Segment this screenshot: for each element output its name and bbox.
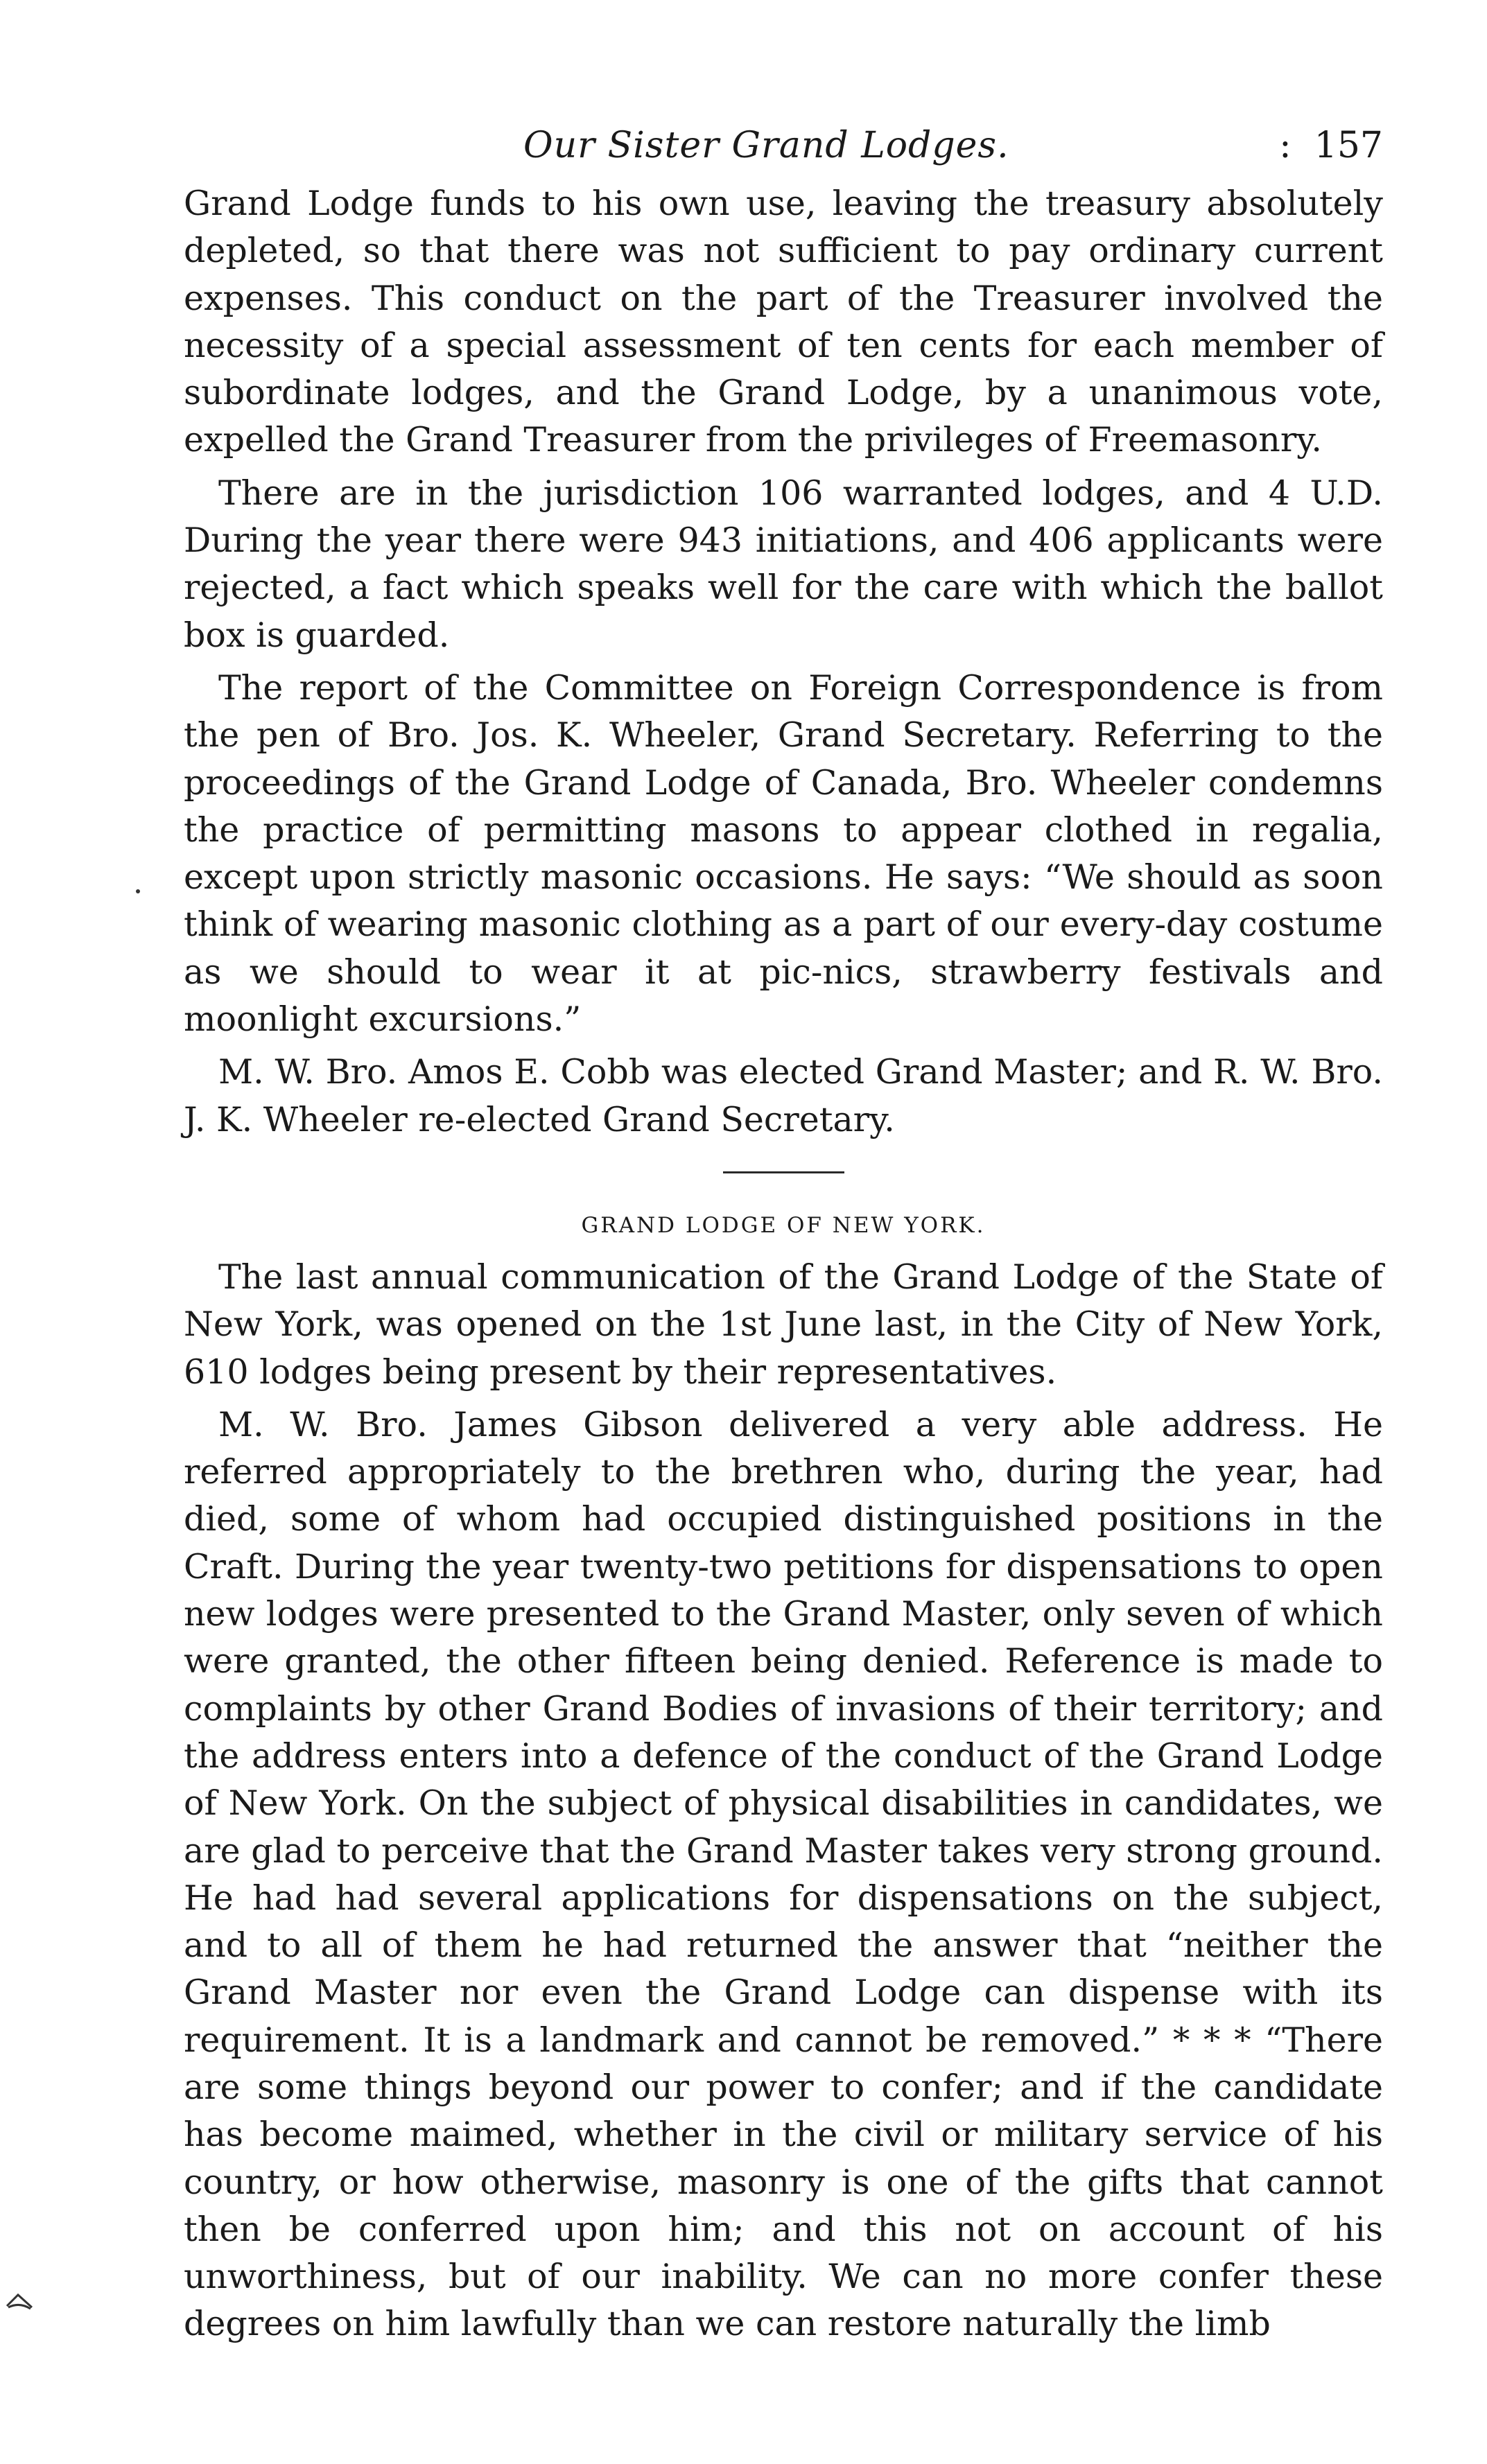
page-number-value: 157	[1314, 125, 1383, 166]
header-separator: :	[1279, 125, 1292, 166]
paragraph-foreign-correspondence: The report of the Committee on Foreign Correspondence is from the pen of Bro. Jos. K. Wheeler, Grand Secretary. Referring to the proceedings of the Grand Lodge of Canada, Bro. Wheeler condemns the practice of permitting masons to appear clothed in regalia, except upon strictly masonic occasions. He says: “We should as soon think of wearing masonic clothing as a part of our every-day costume as we should to wear it at pic-nics, strawberry festivals and moonlight excursions.”	[184, 667, 1383, 1040]
paragraph-grand-master-address: M. W. Bro. James Gibson delivered a very able address. He referred appropriately to the brethren who, during the year, had died, some of whom had occupied distinguished positions in the Craft. During the year twenty-two petitions for dispensations to open new lodges were presented to the Grand Master, only seven of which were granted, the other fifteen being denied. Reference is made to complaints by other Grand Bodies of invasions of their territory; and the address enters into a defence of the conduct of the Grand Lodge of New York. On the subject of physical disabilities in candidates, we are glad to perceive that the Grand Master takes very strong ground. He had had several applications for dispensations on the subject, and to all of them he had returned the answer that “neither the Grand Master nor even the Grand Lodge can dispense with its requirement. It is a landmark and cannot be removed.” * * * “There are some things beyond our power to confer; and if the candidate has become maimed, whether in the civil or military service of his country, or how otherwise, masonry is one of the gifts that cannot then be conferred upon him; and this not on account of his unworthiness, but of our inability. We can no more confer these degrees on him lawfully than we can restore naturally the limb	[184, 1404, 1383, 2344]
page-header	[184, 118, 1383, 180]
paragraph-annual-communication: The last annual communication of the Grand Lodge of the State of New York, was opened on the 1st June last, in the City of New York, 610 lodges being present by their representatives.	[184, 1257, 1383, 1392]
corner-ink-mark-icon	[4, 2291, 35, 2312]
section-heading: GRAND LODGE OF NEW YORK.	[581, 1212, 986, 1238]
paragraph-continued: Grand Lodge funds to his own use, leaving the treasury absolutely depleted, so that there was not sufficient to pay ordinary current expenses. This conduct on the part of the Treasurer involved the necessity of a special assessment of ten cents for each member of subordinate lodges, and the Grand Lodge, by a unanimous vote, expelled the Grand Treasurer from the privileges of Freemasonry.	[184, 184, 1383, 460]
ink-speck	[136, 889, 140, 893]
page-number	[1279, 125, 1383, 166]
paragraph-lodge-statistics: There are in the jurisdiction 106 warranted lodges, and 4 U.D. During the year there were 943 initiations, and 406 applicants were rejected, a fact which speaks well for the care with which the ballot box is guarded.	[184, 473, 1383, 655]
running-title: Our Sister Grand Lodges.	[523, 125, 1009, 166]
book-page	[184, 118, 1383, 2354]
section-divider	[723, 1171, 844, 1173]
paragraph-elections: M. W. Bro. Amos E. Cobb was elected Grand Master; and R. W. Bro. J. K. Wheeler re-elected Grand Secretary.	[184, 1052, 1383, 1139]
